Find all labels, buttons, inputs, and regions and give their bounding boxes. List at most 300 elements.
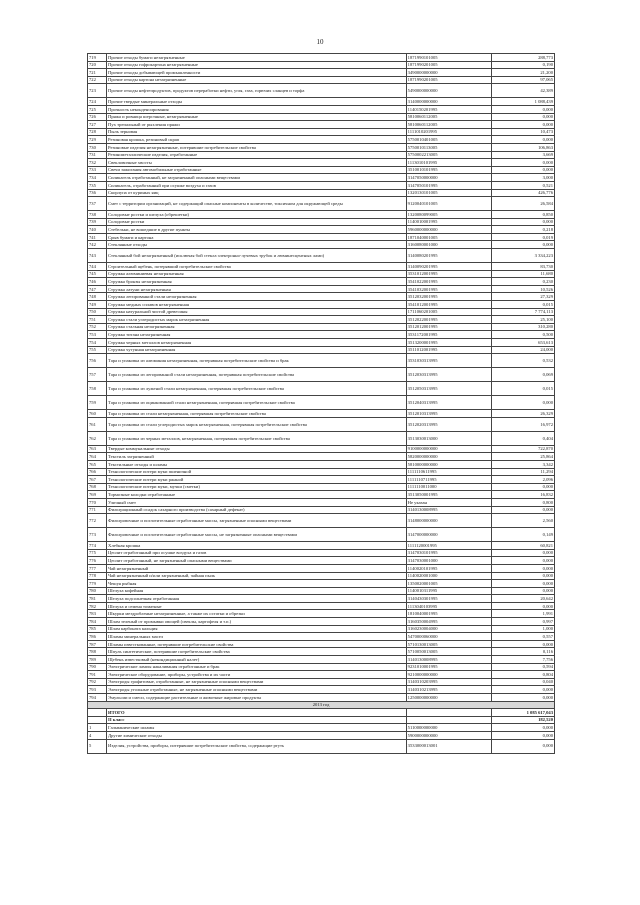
waste-amount: 16,972	[491, 417, 554, 431]
row-number: 781	[88, 595, 107, 603]
row-number: 753	[88, 331, 107, 339]
waste-name: Срыв бумаги и картона	[107, 233, 407, 241]
fkko-code: 5710050013005	[406, 648, 491, 656]
fkko-code: 5750010113005	[406, 143, 491, 151]
waste-amount: 426,776	[491, 189, 554, 197]
table-row	[88, 686, 555, 694]
waste-name: Стружка легированной стали незагрязненная	[107, 293, 407, 301]
table-row	[88, 491, 555, 499]
waste-amount: 0,557	[491, 633, 554, 641]
waste-amount: 1 085 617,043	[491, 709, 554, 717]
waste-name: Чай незагрязненный и/или загрязненный, чайная пыль	[107, 572, 407, 580]
fkko-code: 1111110711995	[406, 476, 491, 484]
row-number: 744	[88, 263, 107, 271]
waste-amount: 0,000	[491, 136, 554, 144]
row-number	[88, 709, 107, 717]
fkko-code: 3512050313995	[406, 382, 491, 396]
fkko-code: 5490000000000	[406, 84, 491, 98]
table-row	[88, 528, 555, 542]
waste-amount: 27,329	[491, 293, 554, 301]
row-number: 745	[88, 270, 107, 278]
table-row	[88, 656, 555, 664]
waste-amount: 1,991	[491, 610, 554, 618]
row-number: 756	[88, 354, 107, 368]
waste-amount: 0,000	[491, 564, 554, 572]
row-number: 751	[88, 316, 107, 324]
waste-amount: 60,821	[491, 542, 554, 550]
row-number: 725	[88, 105, 107, 113]
table-row	[88, 128, 555, 136]
table-row	[88, 84, 555, 98]
waste-name: Цеолит отработанный при осушке воздуха и газов	[107, 549, 407, 557]
waste-name: II класс	[107, 716, 407, 724]
fkko-code: 3160080001000	[406, 241, 491, 249]
waste-name: Шлам карбоната кальция	[107, 625, 407, 633]
row-number: 776	[88, 557, 107, 565]
fkko-code: 3140000000000	[406, 98, 491, 106]
fkko-code: 3512012001995	[406, 323, 491, 331]
waste-amount: 0,532	[491, 354, 554, 368]
table-row	[88, 498, 555, 506]
fkko-code: 1711060201005	[406, 308, 491, 316]
waste-amount: 3,342	[491, 460, 554, 468]
fkko-code: 3140430301995	[406, 595, 491, 603]
fkko-code: 9231010001995	[406, 663, 491, 671]
fkko-code: Не указан	[406, 498, 491, 506]
row-number: 735	[88, 181, 107, 189]
row-number: 791	[88, 671, 107, 679]
waste-amount: 11,680	[491, 270, 554, 278]
row-number: 739	[88, 218, 107, 226]
row-number: 783	[88, 610, 107, 618]
table-row	[88, 549, 555, 557]
waste-amount: 0,000	[491, 640, 554, 648]
table-row	[88, 316, 555, 324]
waste-name: Цеолит отработанный, не загрязненный опасными веществами	[107, 557, 407, 565]
row-number: 780	[88, 587, 107, 595]
table-row	[88, 159, 555, 167]
fkko-code: 3533000013001	[406, 739, 491, 753]
fkko-code: 3513200001995	[406, 339, 491, 347]
waste-name: Стружка стали углеродистых марок незагрязненная	[107, 316, 407, 324]
waste-amount: 0,230	[491, 278, 554, 286]
waste-amount: 288,773	[491, 54, 554, 62]
waste-amount: 0,000	[491, 580, 554, 588]
waste-amount: 722,870	[491, 445, 554, 453]
waste-name: Стружка чугунная незагрязненная	[107, 346, 407, 354]
row-number: 720	[88, 61, 107, 69]
waste-amount: 0,000	[491, 218, 554, 226]
fkko-code: 5810060112005	[406, 113, 491, 121]
waste-name: Стружка медных сплавов незагрязненная	[107, 301, 407, 309]
row-number: 722	[88, 76, 107, 84]
fkko-code: 3512020313995	[406, 417, 491, 431]
fkko-code: 1320130101005	[406, 189, 491, 197]
row-number: 747	[88, 285, 107, 293]
fkko-code: 3512040313995	[406, 396, 491, 410]
table-row	[88, 76, 555, 84]
waste-name: Стружка стальная незагрязненная	[107, 323, 407, 331]
row-number: 752	[88, 323, 107, 331]
row-number: 732	[88, 159, 107, 167]
table-row	[88, 410, 555, 418]
table-row	[88, 572, 555, 580]
waste-amount: 10,473	[491, 128, 554, 136]
waste-name: Стружка латуни незагрязненная	[107, 285, 407, 293]
fkko-code: 5810000000000	[406, 460, 491, 468]
fkko-code: 9120040101005	[406, 197, 491, 211]
row-number: 719	[88, 54, 107, 62]
table-row	[88, 557, 555, 565]
table-row	[88, 476, 555, 484]
waste-amount: 0,000	[491, 166, 554, 174]
fkko-code: 1320080099005	[406, 211, 491, 219]
waste-amount: 0,000	[491, 739, 554, 753]
waste-amount: 10,526	[491, 285, 554, 293]
fkko-code: 3513050001995	[406, 491, 491, 499]
waste-amount: 0,521	[491, 181, 554, 189]
waste-name: Стружка титана незагрязненная	[107, 331, 407, 339]
waste-name: Свекловичные хвосты	[107, 159, 407, 167]
row-number: 723	[88, 84, 107, 98]
waste-name: Тара и упаковка из легированной стали незагрязненная, потерявшая потребительские свойства	[107, 368, 407, 382]
row-number: 760	[88, 410, 107, 418]
waste-name: Шелуха кофейная	[107, 587, 407, 595]
waste-amount: 0,000	[491, 549, 554, 557]
waste-amount: 0,000	[491, 587, 554, 595]
row-number: 773	[88, 528, 107, 542]
fkko-code: 3147030001000	[406, 557, 491, 565]
waste-name: Шпуль синтетические, потерявшие потребительские свойства	[107, 648, 407, 656]
waste-amount: 0,500	[491, 331, 554, 339]
row-number: 764	[88, 453, 107, 461]
table-row	[88, 618, 555, 626]
waste-name: Изделия, устройства, приборы, потерявшие потребительские свойства, содержащие ртуть	[107, 739, 407, 753]
fkko-code: 3531172001995	[406, 331, 491, 339]
row-number: 763	[88, 445, 107, 453]
fkko-code: 3512030313995	[406, 368, 491, 382]
waste-amount: 0,404	[491, 431, 554, 445]
waste-name: Стружка алюминиевая незагрязненная	[107, 270, 407, 278]
waste-name: Прочие отходы нефтепродуктов, продуктов переработки нефти, угля, газа, горючих сланцев и торфа	[107, 84, 407, 98]
waste-name: Шелуха и семена томатные	[107, 602, 407, 610]
row-number: 767	[88, 476, 107, 484]
waste-amount: 0,000	[491, 113, 554, 121]
row-number: 775	[88, 549, 107, 557]
table-row	[88, 678, 555, 686]
waste-name: Тара и упаковка из алюминия незагрязненная, потерявшая потребительские свойства и брак	[107, 354, 407, 368]
waste-amount: 0,000	[491, 506, 554, 514]
table-row	[88, 308, 555, 316]
waste-name: Текстиль загрязненный	[107, 453, 407, 461]
waste-amount: 26,584	[491, 197, 554, 211]
table-row	[88, 396, 555, 410]
table-row	[88, 595, 555, 603]
waste-amount: 25,100	[491, 316, 554, 324]
row-number: 789	[88, 656, 107, 664]
waste-name: Силикагель отработанный, не загрязненный опасными веществами	[107, 174, 407, 182]
table-row	[88, 331, 555, 339]
waste-name: Шкурки мездробленые незагрязненные, а также их остатки и обрезки	[107, 610, 407, 618]
fkko-code: 1250000000000	[406, 694, 491, 702]
table-row	[88, 113, 555, 121]
row-number: 778	[88, 572, 107, 580]
fkko-code: 1111110011000	[406, 483, 491, 491]
fkko-code: 3148000000000	[406, 514, 491, 528]
waste-amount: 0,000	[491, 724, 554, 732]
row-number: 792	[88, 678, 107, 686]
waste-amount: 0,000	[491, 686, 554, 694]
fkko-code: 3531030313995	[406, 354, 491, 368]
waste-amount: 0,997	[491, 618, 554, 626]
fkko-code: 9100000000000	[406, 445, 491, 453]
table-row	[88, 105, 555, 113]
waste-name: Стружка черных металлов незагрязненная	[107, 339, 407, 347]
waste-name: Стружка бронзы незагрязненная	[107, 278, 407, 286]
row-number	[88, 716, 107, 724]
fkko-code: 1810040001995	[406, 610, 491, 618]
fkko-code: 3147050101995	[406, 181, 491, 189]
waste-amount: 2,560	[491, 514, 554, 528]
waste-name: Технологические потери муки пшеничной	[107, 468, 407, 476]
row-number: 726	[88, 113, 107, 121]
waste-amount: 3,000	[491, 174, 554, 182]
fkko-code: 3160230004000	[406, 625, 491, 633]
waste-name: Электрические лампы накаливания отработанные и брак	[107, 663, 407, 671]
waste-name: Тара и упаковка из стали углеродистых марок незагрязненная, потерявшая потребительские свойства	[107, 417, 407, 431]
waste-name: Солодовые ростки	[107, 218, 407, 226]
waste-name: Тара и упаковка из луженой стали незагрязненная, потерявшая потребительские свойства	[107, 382, 407, 396]
row-number: 772	[88, 514, 107, 528]
table-row	[88, 724, 555, 732]
table-row	[88, 211, 555, 219]
row-number: 766	[88, 468, 107, 476]
waste-amount: 0,000	[491, 572, 554, 580]
table-row	[88, 143, 555, 151]
fkko-code: 1111120001995	[406, 542, 491, 550]
waste-amount: 310,280	[491, 323, 554, 331]
table-row	[88, 181, 555, 189]
row-number: 741	[88, 233, 107, 241]
waste-amount: 7,756	[491, 656, 554, 664]
waste-amount: 42,389	[491, 84, 554, 98]
fkko-code: 1871040001005	[406, 233, 491, 241]
row-number: 788	[88, 648, 107, 656]
table-row	[88, 460, 555, 468]
fkko-code: 1140020101995	[406, 564, 491, 572]
fkko-code: 3541022001995	[406, 278, 491, 286]
row-number: 724	[88, 98, 107, 106]
waste-name: ИТОГО	[107, 709, 407, 717]
table-row	[88, 278, 555, 286]
waste-name: Прочие твердые минеральные отходы	[107, 98, 407, 106]
table-row	[88, 431, 555, 445]
fkko-code	[406, 716, 491, 724]
waste-name: Фильтровочные и поглотительные отработанные массы, загрязненные опасными веществами	[107, 514, 407, 528]
waste-amount: 97,065	[491, 76, 554, 84]
row-number: 759	[88, 396, 107, 410]
waste-amount: 3 334,223	[491, 249, 554, 263]
table-row	[88, 293, 555, 301]
fkko-code: 5900000000000	[406, 731, 491, 739]
row-number: 755	[88, 346, 107, 354]
waste-amount: 83,730	[491, 263, 554, 271]
waste-amount: 3,669	[491, 151, 554, 159]
waste-name: Прочие отходы картона незагрязненные	[107, 76, 407, 84]
table-row	[88, 417, 555, 431]
fkko-code: 1140010311995	[406, 587, 491, 595]
waste-amount: 0,804	[491, 671, 554, 679]
waste-amount: 0,040	[491, 678, 554, 686]
fkko-code: 3531012001995	[406, 270, 491, 278]
row-number: 727	[88, 121, 107, 129]
table-row	[88, 445, 555, 453]
table-row	[88, 564, 555, 572]
fkko-code: 3512010313995	[406, 410, 491, 418]
fkko-code: 1350020001005	[406, 580, 491, 588]
waste-name: Уличный смет	[107, 498, 407, 506]
row-number: 793	[88, 686, 107, 694]
waste-name: Тормозные колодки отработанные	[107, 491, 407, 499]
fkko-code: 1113040103995	[406, 602, 491, 610]
row-number: 748	[88, 293, 107, 301]
fkko-code: 3140310213995	[406, 686, 491, 694]
waste-amount: 0,019	[491, 233, 554, 241]
waste-amount: 25,864	[491, 453, 554, 461]
waste-name: Строительный щебень, потерявший потребительские свойства	[107, 263, 407, 271]
table-row	[88, 625, 555, 633]
fkko-code: 3147050000000	[406, 174, 491, 182]
waste-amount: 2,096	[491, 476, 554, 484]
table-row	[88, 61, 555, 69]
table-row	[88, 663, 555, 671]
table-row	[88, 121, 555, 129]
fkko-code: 5470000060000	[406, 633, 491, 641]
waste-name: Хлебная крошка	[107, 542, 407, 550]
waste-amount: 1 088,439	[491, 98, 554, 106]
row-number: 787	[88, 640, 107, 648]
waste-amount: 24,000	[491, 346, 554, 354]
row-number: 1	[88, 724, 107, 732]
fkko-code: 1111110611995	[406, 468, 491, 476]
waste-name: Прочие отходы бумаги незагрязненные	[107, 54, 407, 62]
row-number: 758	[88, 382, 107, 396]
waste-amount: 0,149	[491, 528, 554, 542]
table-row	[88, 323, 555, 331]
table-row	[88, 648, 555, 656]
waste-amount: 0,000	[491, 731, 554, 739]
table-row	[88, 54, 555, 62]
waste-name: Электрическое оборудование, приборы, устройства и их части	[107, 671, 407, 679]
fkko-code: 5810060112005	[406, 121, 491, 129]
waste-amount: 0,800	[491, 498, 554, 506]
fkko-code: 3541032001995	[406, 285, 491, 293]
waste-amount: 7 774,113	[491, 308, 554, 316]
fkko-code: 3512032001995	[406, 293, 491, 301]
waste-name: Шламы известкованные, потерявшие потребительские свойства	[107, 640, 407, 648]
waste-name: Твердые коммунальные отходы	[107, 445, 407, 453]
fkko-code: 9210000000000	[406, 671, 491, 679]
row-number: 762	[88, 431, 107, 445]
waste-name: Электроды угольные отработанные, не загрязненные опасными веществами	[107, 686, 407, 694]
table-row	[88, 69, 555, 77]
table-row	[88, 514, 555, 528]
table-row	[88, 368, 555, 382]
table-row	[88, 98, 555, 106]
waste-name: Резиновая крошка, резиновый скрап	[107, 136, 407, 144]
fkko-code: 3140130008995	[406, 506, 491, 514]
waste-name: Скорлупа от куриных яиц	[107, 189, 407, 197]
table-row	[88, 263, 555, 271]
waste-name: Силикагель, отработанный при осушке воздуха и газов	[107, 181, 407, 189]
page-number: 10	[316, 38, 324, 46]
row-number: 729	[88, 136, 107, 144]
table-row	[88, 339, 555, 347]
waste-amount: 0,000	[491, 159, 554, 167]
row-number: 777	[88, 564, 107, 572]
waste-amount: 11,294	[491, 468, 554, 476]
row-number: 754	[88, 339, 107, 347]
waste-amount: 0,000	[491, 602, 554, 610]
waste-name: Фильтровочные и поглотительные отработанные массы, не загрязненные опасными веществами	[107, 528, 407, 542]
table-row	[88, 249, 555, 263]
table-row	[88, 739, 555, 753]
waste-name: Технологические потери муки ржаной	[107, 476, 407, 484]
waste-amount: 0,015	[491, 382, 554, 396]
table-row	[88, 731, 555, 739]
waste-name: Гальванические шламы	[107, 724, 407, 732]
row-number: 4	[88, 731, 107, 739]
fkko-code: 1140010001995	[406, 218, 491, 226]
waste-name: Свечи зажигания автомобильные отработанные	[107, 166, 407, 174]
table-row	[88, 633, 555, 641]
row-number: 740	[88, 226, 107, 234]
waste-amount: 0,594	[491, 663, 554, 671]
row-number: 779	[88, 580, 107, 588]
row-number: 794	[88, 694, 107, 702]
table-row	[88, 354, 555, 368]
fkko-code: 1111010201995	[406, 128, 491, 136]
table-row	[88, 468, 555, 476]
row-number: 757	[88, 368, 107, 382]
row-number: 761	[88, 417, 107, 431]
waste-amount: 1,000	[491, 625, 554, 633]
waste-name: Стеклянные отходы	[107, 241, 407, 249]
table-row	[88, 197, 555, 211]
waste-amount: 0,015	[491, 301, 554, 309]
table-row	[88, 174, 555, 182]
fkko-code: 3140310203995	[406, 678, 491, 686]
table-row	[88, 453, 555, 461]
row-number: 5	[88, 739, 107, 753]
row-number: 731	[88, 151, 107, 159]
waste-name: Пыль зерновая	[107, 128, 407, 136]
waste-name: Прочие отходы добывающей промышленности	[107, 69, 407, 77]
waste-table	[87, 53, 555, 754]
fkko-code: 3147000000000	[406, 528, 491, 542]
waste-amount: 21,200	[491, 69, 554, 77]
waste-name: Стебельки, не вошедшие в другие пункты	[107, 226, 407, 234]
fkko-code: 3512022001995	[406, 316, 491, 324]
year-label: 2013 год	[88, 701, 555, 709]
table-row	[88, 602, 555, 610]
row-number: 768	[88, 483, 107, 491]
waste-name: Стружка натуральной чистой древесины	[107, 308, 407, 316]
table-row	[88, 716, 555, 724]
waste-name: Смет с территории организаций, не содержащий опасные компоненты в количестве, токсичном для окружающей среды	[107, 197, 407, 211]
fkko-code: 1113010101995	[406, 159, 491, 167]
row-number: 743	[88, 249, 107, 263]
